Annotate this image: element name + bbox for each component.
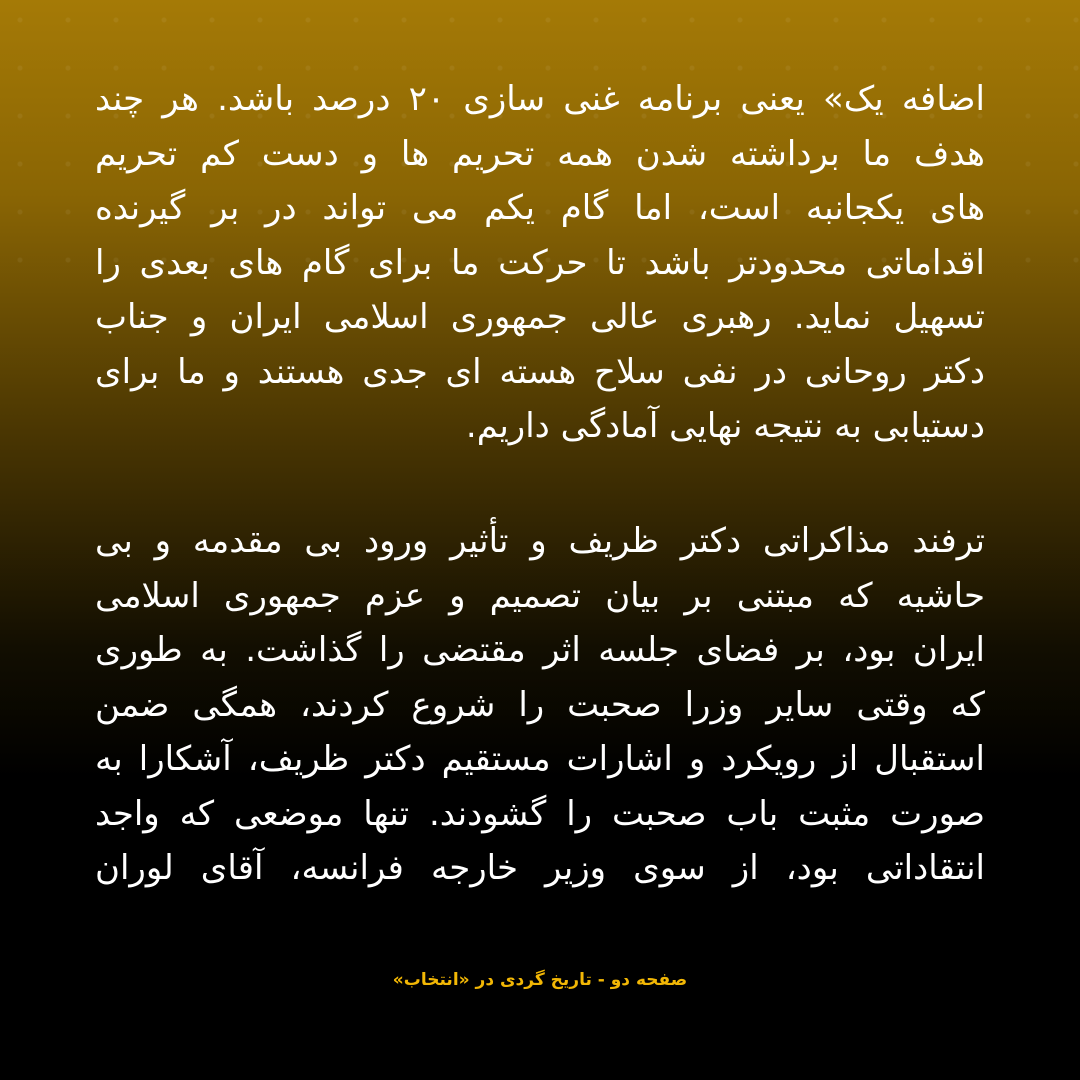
text-line: اقداماتی محدودتر باشد تا حرکت ما برای گام های بعدی را — [95, 242, 985, 283]
page-footer: صفحه دو - تاریخ گردی در «انتخاب» — [392, 970, 688, 990]
text-line: حاشیه که مبتنی بر بیان تصمیم و عزم جمهوری اسلامی — [95, 575, 985, 616]
text-line: هدف ما برداشته شدن همه تحریم ها و دست کم تحریم — [95, 133, 985, 174]
paragraph-1 — [95, 72, 985, 454]
text-line: های یکجانبه است، اما گام یکم می تواند در بر گیرنده — [95, 188, 985, 228]
text-line: ترفند مذاکراتی دکتر ظریف و تأثیر ورود بی مقدمه و بی — [95, 521, 985, 561]
text-line: دستیابی به نتیجه نهایی آمادگی داریم. — [465, 406, 985, 446]
text-line: استقبال از رویکرد و اشارات مستقیم دکتر ظریف، آشکارا به — [95, 739, 985, 779]
text-line: اضافه یک» یعنی برنامه غنی سازی ۲۰ درصد باشد. هر چند — [95, 79, 985, 119]
text-line: دکتر روحانی در نفی سلاح هسته ای جدی هستند و ما برای — [95, 351, 985, 392]
text-line: ایران بود، بر فضای جلسه اثر مقتضی را گذاشت. به طوری — [95, 630, 985, 670]
text-line: انتقاداتی بود، از سوی وزیر خارجه فرانسه، آقای لوران — [95, 848, 985, 888]
text-line: که وقتی سایر وزرا صحبت را شروع کردند، همگی ضمن — [95, 684, 985, 725]
text-line: تسهیل نماید. رهبری عالی جمهوری اسلامی ایران و جناب — [95, 297, 985, 337]
text-line: صورت مثبت باب صحبت را گشودند. تنها موضعی که واجد — [95, 793, 985, 834]
paragraph-2 — [95, 514, 985, 896]
